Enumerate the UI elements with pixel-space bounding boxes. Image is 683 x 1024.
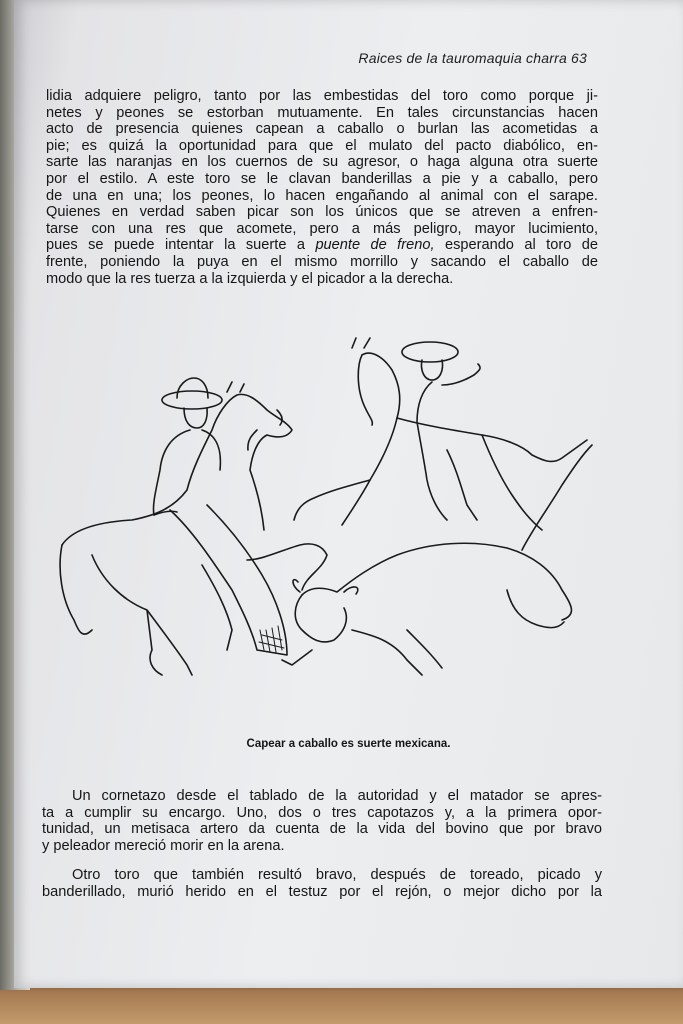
left-horse-figure bbox=[60, 382, 327, 675]
text-line bbox=[46, 237, 598, 254]
text-line: Otro toro que también resultó bravo, después de toreado, picado y bbox=[72, 867, 602, 883]
text-run: pues se puede intentar la suerte a bbox=[46, 237, 316, 254]
text-line: pie; es quizá la oportunidad para que el mulato del pacto diabólico, en- bbox=[46, 137, 598, 154]
paragraph-2 bbox=[42, 788, 602, 854]
text-line: banderillado, murió herido en el testuz por el rejón, o mejor dicho por la bbox=[42, 883, 602, 900]
text-line: acto de presencia quienes capean a caballo o burlan las acometidas a bbox=[46, 121, 598, 138]
figure-caption: Capear a caballo es suerte mexicana. bbox=[246, 738, 451, 750]
text-line: de una en una; los peones, lo hacen engañando al animal con el sarape. bbox=[46, 187, 598, 204]
bull-figure bbox=[282, 445, 592, 675]
text-line: por el estilo. A este toro se le clavan banderillas a pie y a caballo, pero bbox=[46, 170, 598, 187]
right-horse-figure bbox=[294, 338, 587, 530]
charro-rider-left bbox=[153, 378, 287, 655]
text-line: tarse con una res que acomete, pero a más peligro, mayor lucimiento, bbox=[46, 220, 598, 237]
text-line: modo que la res tuerza a la izquierda y el picador a la derecha. bbox=[46, 270, 454, 287]
text-line: frente, poniendo la puya en el mismo morrillo y sacando el caballo de bbox=[46, 253, 598, 270]
text-line: sarte las naranjas en los cuernos de su agresor, o haga alguna otra suerte bbox=[46, 154, 598, 171]
paragraph-3 bbox=[42, 867, 602, 900]
text-line: tunidad, un metisaca artero da cuenta de la vida del bovino que por bravo bbox=[42, 821, 602, 838]
book-page bbox=[14, 0, 683, 988]
italic-term: puente de freno, bbox=[315, 237, 435, 254]
text-run: esperando al toro de bbox=[434, 237, 598, 254]
text-line: y peleador mereció morir en la arena. bbox=[42, 837, 285, 854]
text-line: Un cornetazo desde el tablado de la autoridad y el matador se apres- bbox=[72, 788, 602, 804]
text-line: Quienes en verdad saben picar son los únicos que se atreven a enfren- bbox=[46, 204, 598, 221]
charro-bull-illustration bbox=[52, 330, 612, 700]
rider-right bbox=[402, 342, 480, 520]
paragraph-1 bbox=[46, 88, 598, 287]
text-line: netes y peones se estorban mutuamente. En tales circunstancias hacen bbox=[46, 104, 598, 121]
text-line: lidia adquiere peligro, tanto por las embestidas del toro como porque ji- bbox=[46, 88, 598, 104]
text-line: ta a cumplir su encargo. Uno, dos o tres capotazos y, a la primera opor- bbox=[42, 804, 602, 821]
running-head: Raices de la tauromaquia charra 63 bbox=[358, 50, 587, 66]
